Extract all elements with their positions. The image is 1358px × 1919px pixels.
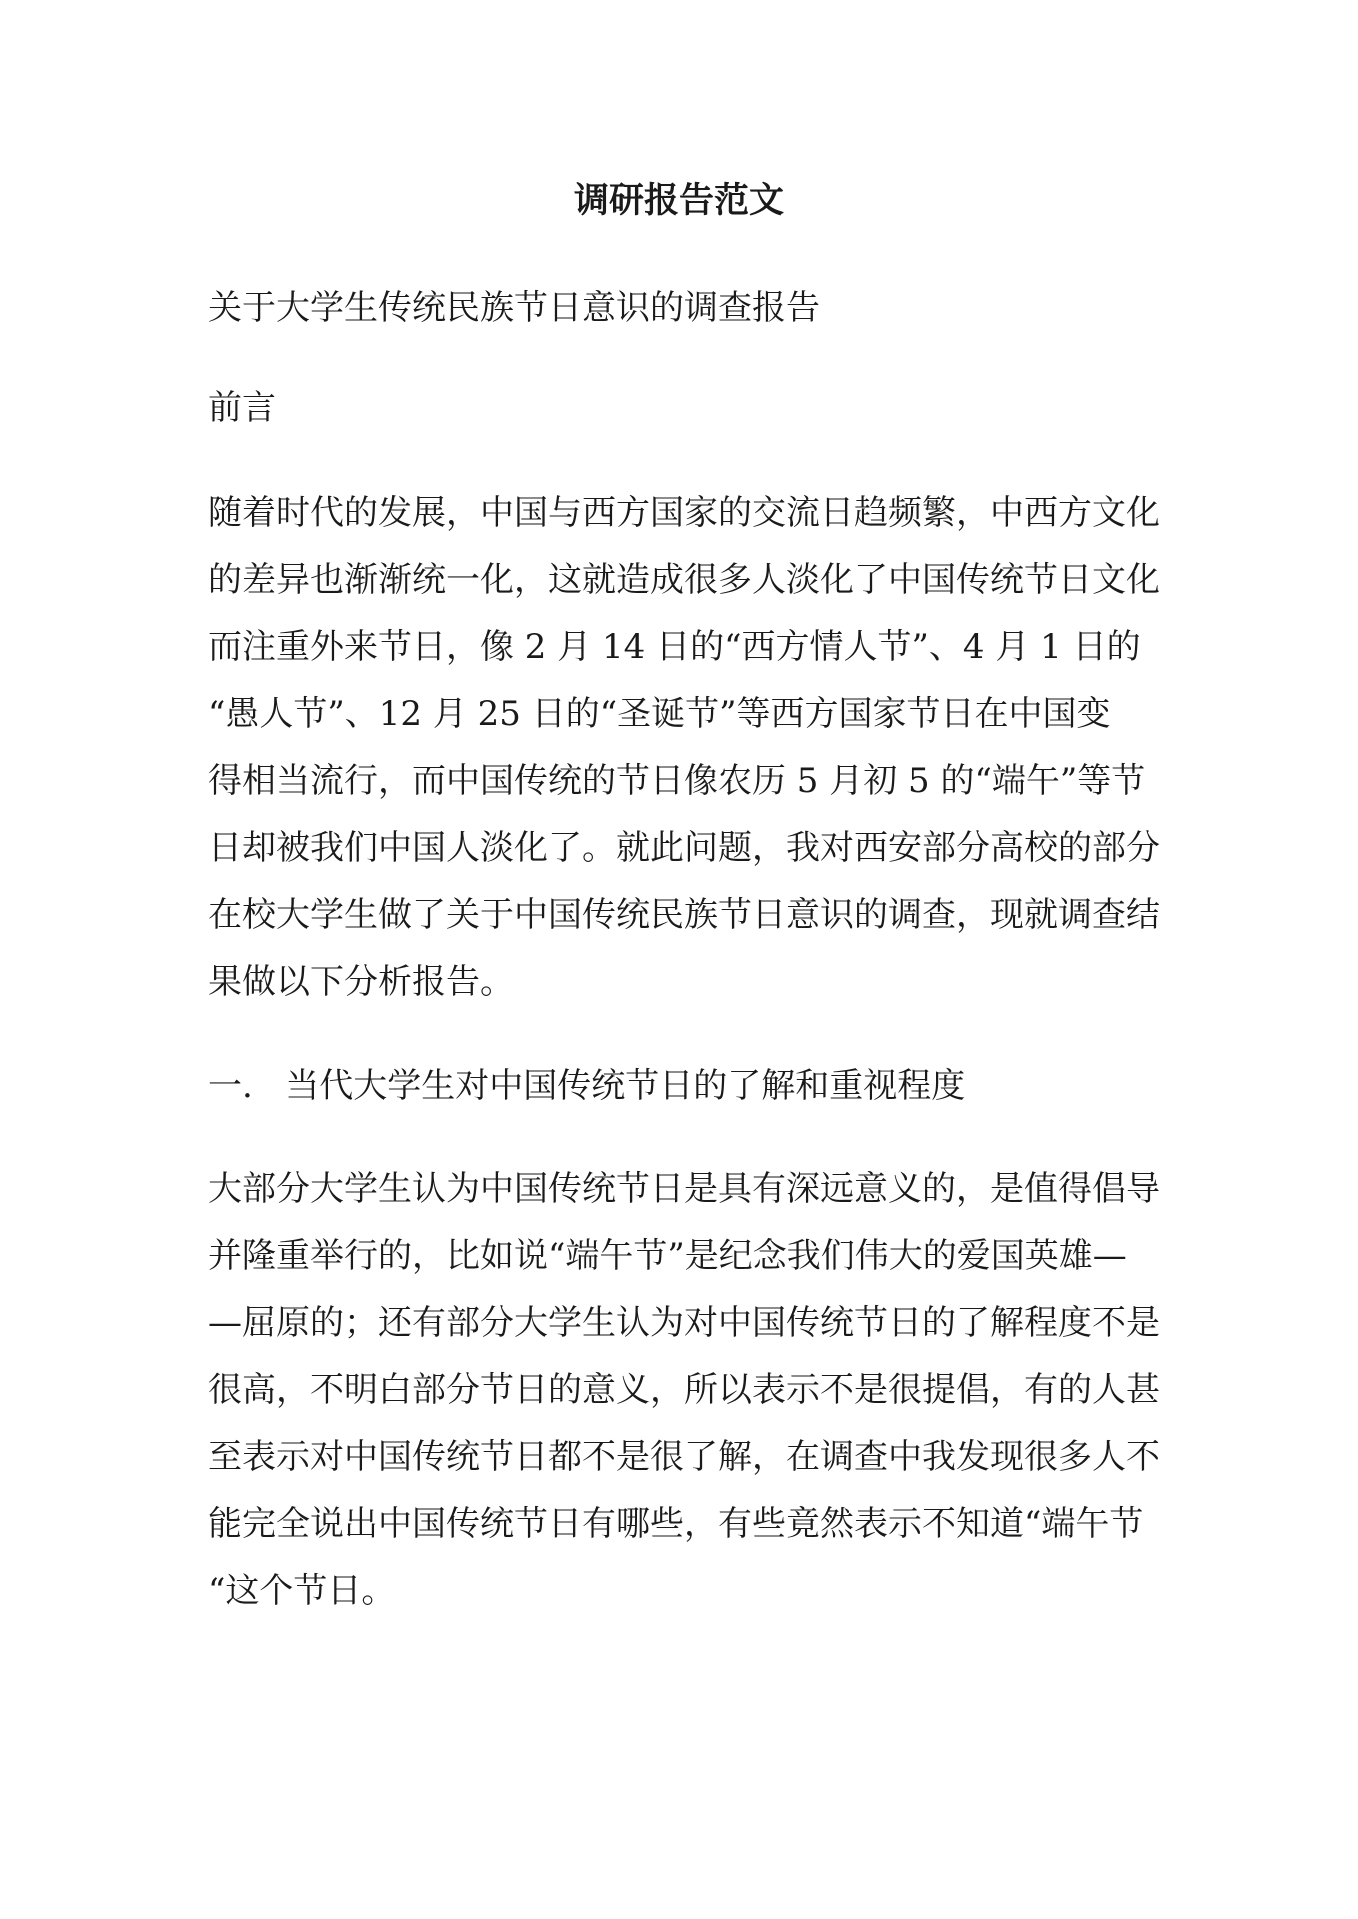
section-1-line-5: 至表示对中国传统节日都不是很了解，在调查中我发现很多人不	[208, 1437, 1160, 1477]
preface-line-6: 日却被我们中国人淡化了。就此问题，我对西安部分高校的部分	[208, 828, 1160, 868]
preface-line-1: 随着时代的发展，中国与西方国家的交流日趋频繁，中西方文化	[208, 493, 1160, 533]
preface-line-8: 果做以下分析报告。	[208, 962, 514, 1002]
preface-line-3: 而注重外来节日，像 2 月 14 日的“西方情人节”、4 月 1 日的	[208, 627, 1141, 667]
section-1-line-2: 并隆重举行的，比如说“端午节”是纪念我们伟大的爱国英雄—	[208, 1236, 1127, 1276]
preface-line-5: 得相当流行，而中国传统的节日像农历 5 月初 5 的“端午”等节	[208, 761, 1146, 801]
section-1-line-1: 大部分大学生认为中国传统节日是具有深远意义的，是值得倡导	[208, 1169, 1160, 1209]
preface-line-2: 的差异也渐渐统一化，这就造成很多人淡化了中国传统节日文化	[208, 560, 1160, 600]
section-1-line-7: “这个节日。	[208, 1571, 396, 1611]
preface-line-4: “愚人节”、12 月 25 日的“圣诞节”等西方国家节日在中国变	[208, 694, 1111, 734]
document-title: 调研报告范文	[573, 181, 784, 221]
preface-line-7: 在校大学生做了关于中国传统民族节日意识的调查，现就调查结	[208, 895, 1160, 935]
section-1-heading: 一. 当代大学生对中国传统节日的了解和重视程度	[208, 1066, 966, 1106]
section-1-line-3: —屈原的；还有部分大学生认为对中国传统节日的了解程度不是	[208, 1303, 1160, 1343]
section-1-line-6: 能完全说出中国传统节日有哪些，有些竟然表示不知道“端午节	[208, 1504, 1144, 1544]
report-subtitle: 关于大学生传统民族节日意识的调查报告	[208, 288, 820, 328]
section-1-line-4: 很高，不明白部分节日的意义，所以表示不是很提倡，有的人甚	[208, 1370, 1160, 1410]
preface-heading: 前言	[208, 388, 276, 428]
